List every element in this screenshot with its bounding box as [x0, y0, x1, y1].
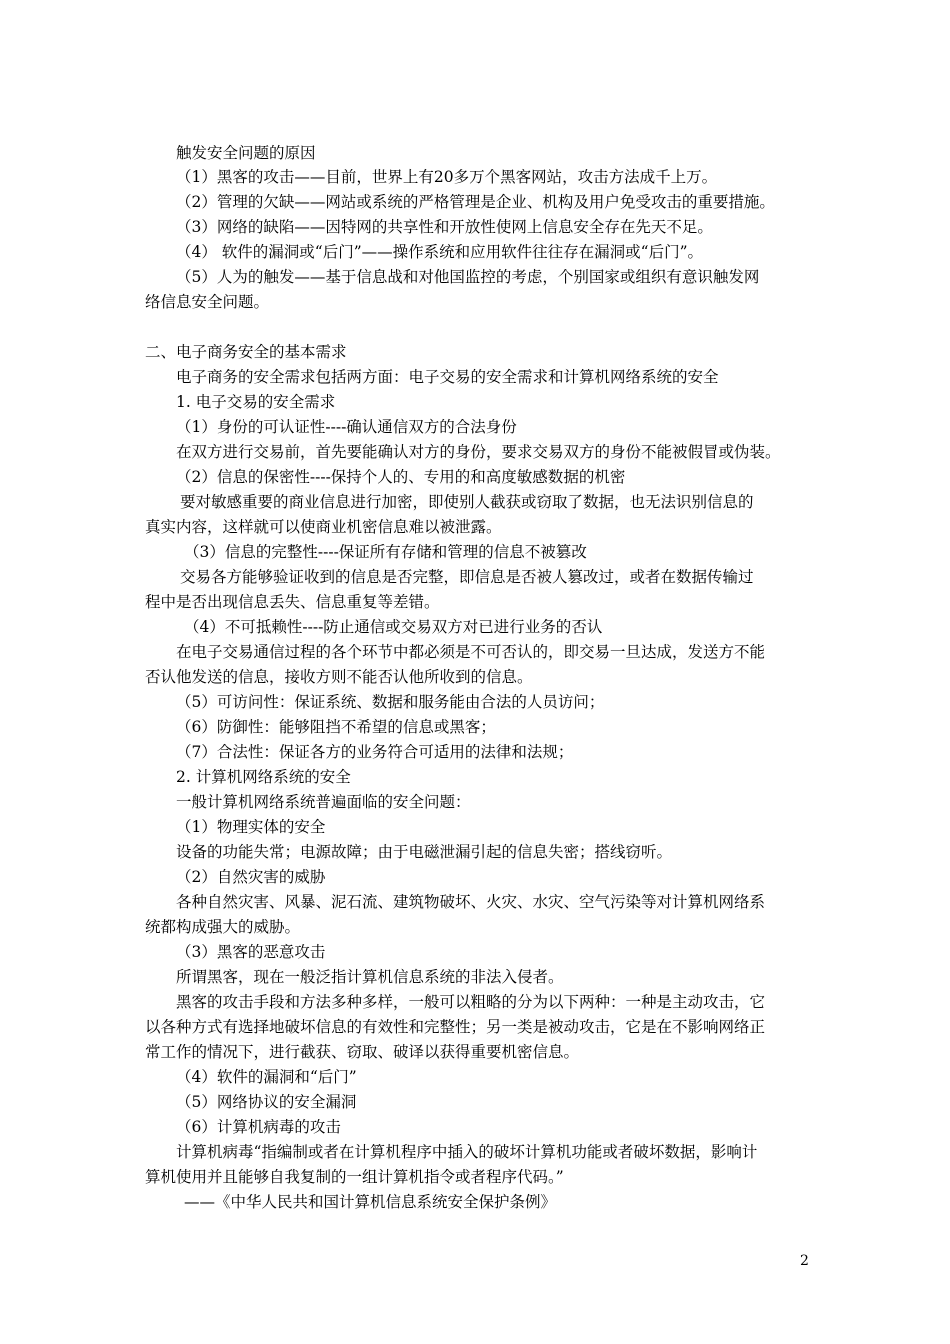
- text-line: 计算机病毒“指编制或者在计算机程序中插入的破坏计算机功能或者破坏数据，影响计: [176, 1143, 758, 1161]
- text-line: 触发安全问题的原因: [176, 144, 316, 162]
- text-line: 在双方进行交易前，首先要能确认对方的身份，要求交易双方的身份不能被假冒或伪装。: [176, 443, 781, 461]
- text-line: 程中是否出现信息丢失、信息重复等差错。: [145, 593, 440, 611]
- text-line: （5）可访问性：保证系统、数据和服务能由合法的人员访问；: [176, 693, 605, 711]
- subsection-heading: 1. 电子交易的安全需求: [176, 393, 336, 411]
- subsection-heading: 2. 计算机网络系统的安全: [176, 768, 351, 786]
- text-line: （1）身份的可认证性----确认通信双方的合法身份: [176, 418, 517, 436]
- text-line: 以各种方式有选择地破坏信息的有效性和完整性；另一类是被动攻击，它是在不影响网络正: [145, 1018, 766, 1036]
- text-line: （1）黑客的攻击——目前，世界上有20多万个黑客网站，攻击方法成千上万。: [176, 168, 718, 186]
- text-line: （3）网络的缺陷——因特网的共享性和开放性使网上信息安全存在先天不足。: [176, 218, 713, 236]
- text-line: 络信息安全问题。: [145, 293, 270, 311]
- text-line: 电子商务的安全需求包括两方面：电子交易的安全需求和计算机网络系统的安全: [176, 368, 719, 386]
- citation-line: ——《中华人民共和国计算机信息系统安全保护条例》: [184, 1193, 557, 1211]
- text-line: （7）合法性：保证各方的业务符合可适用的法律和法规；: [176, 743, 574, 761]
- text-line: 黑客的攻击手段和方法多种多样，一般可以粗略的分为以下两种：一种是主动攻击，它: [176, 993, 766, 1011]
- text-line: （4）不可抵赖性----防止通信或交易双方对已进行业务的否认: [184, 618, 603, 636]
- text-line: （5）网络协议的安全漏洞: [176, 1093, 357, 1111]
- text-line: （3）信息的完整性----保证所有存储和管理的信息不被篡改: [184, 543, 587, 561]
- text-line: （2）信息的保密性----保持个人的、专用的和高度敏感数据的机密: [176, 468, 626, 486]
- text-line: 在电子交易通信过程的各个环节中都必须是不可否认的，即交易一旦达成，发送方不能: [176, 643, 766, 661]
- text-line: （2）管理的欠缺——网站或系统的严格管理是企业、机构及用户免受攻击的重要措施。: [176, 193, 775, 211]
- text-line: 一般计算机网络系统普遍面临的安全问题：: [176, 793, 471, 811]
- text-line: 统都构成强大的威胁。: [145, 918, 301, 936]
- text-line: （5）人为的触发——基于信息战和对他国监控的考虑，个别国家或组织有意识触发网: [176, 268, 760, 286]
- text-line: （1）物理实体的安全: [176, 818, 326, 836]
- text-line: （4）软件的漏洞和“后门”: [176, 1068, 357, 1086]
- page-number: 2: [800, 1253, 809, 1269]
- text-line: 常工作的情况下，进行截获、窃取、破译以获得重要机密信息。: [145, 1043, 580, 1061]
- text-line: （6）计算机病毒的攻击: [176, 1118, 341, 1136]
- text-line: （3）黑客的恶意攻击: [176, 943, 326, 961]
- text-line: 要对敏感重要的商业信息进行加密，即使别人截获或窃取了数据，也无法识别信息的: [180, 493, 754, 511]
- text-line: （6）防御性：能够阻挡不希望的信息或黑客；: [176, 718, 496, 736]
- text-line: 否认他发送的信息，接收方则不能否认他所收到的信息。: [145, 668, 533, 686]
- text-line: （4） 软件的漏洞或“后门”——操作系统和应用软件往往存在漏洞或“后门”。: [176, 243, 703, 261]
- text-line: （2）自然灾害的威胁: [176, 868, 326, 886]
- text-line: 算机使用并且能够自我复制的一组计算机指令或者程序代码。”: [145, 1168, 564, 1186]
- text-line: 真实内容，这样就可以使商业机密信息难以被泄露。: [145, 518, 502, 536]
- section-heading: 二、电子商务安全的基本需求: [145, 343, 347, 361]
- text-line: 所谓黑客，现在一般泛指计算机信息系统的非法入侵者。: [176, 968, 564, 986]
- text-line: 交易各方能够验证收到的信息是否完整，即信息是否被人篡改过，或者在数据传输过: [180, 568, 754, 586]
- text-line: 设备的功能失常；电源故障；由于电磁泄漏引起的信息失密；搭线窃听。: [176, 843, 673, 861]
- text-line: 各种自然灾害、风暴、泥石流、建筑物破坏、火灾、水灾、空气污染等对计算机网络系: [176, 893, 766, 911]
